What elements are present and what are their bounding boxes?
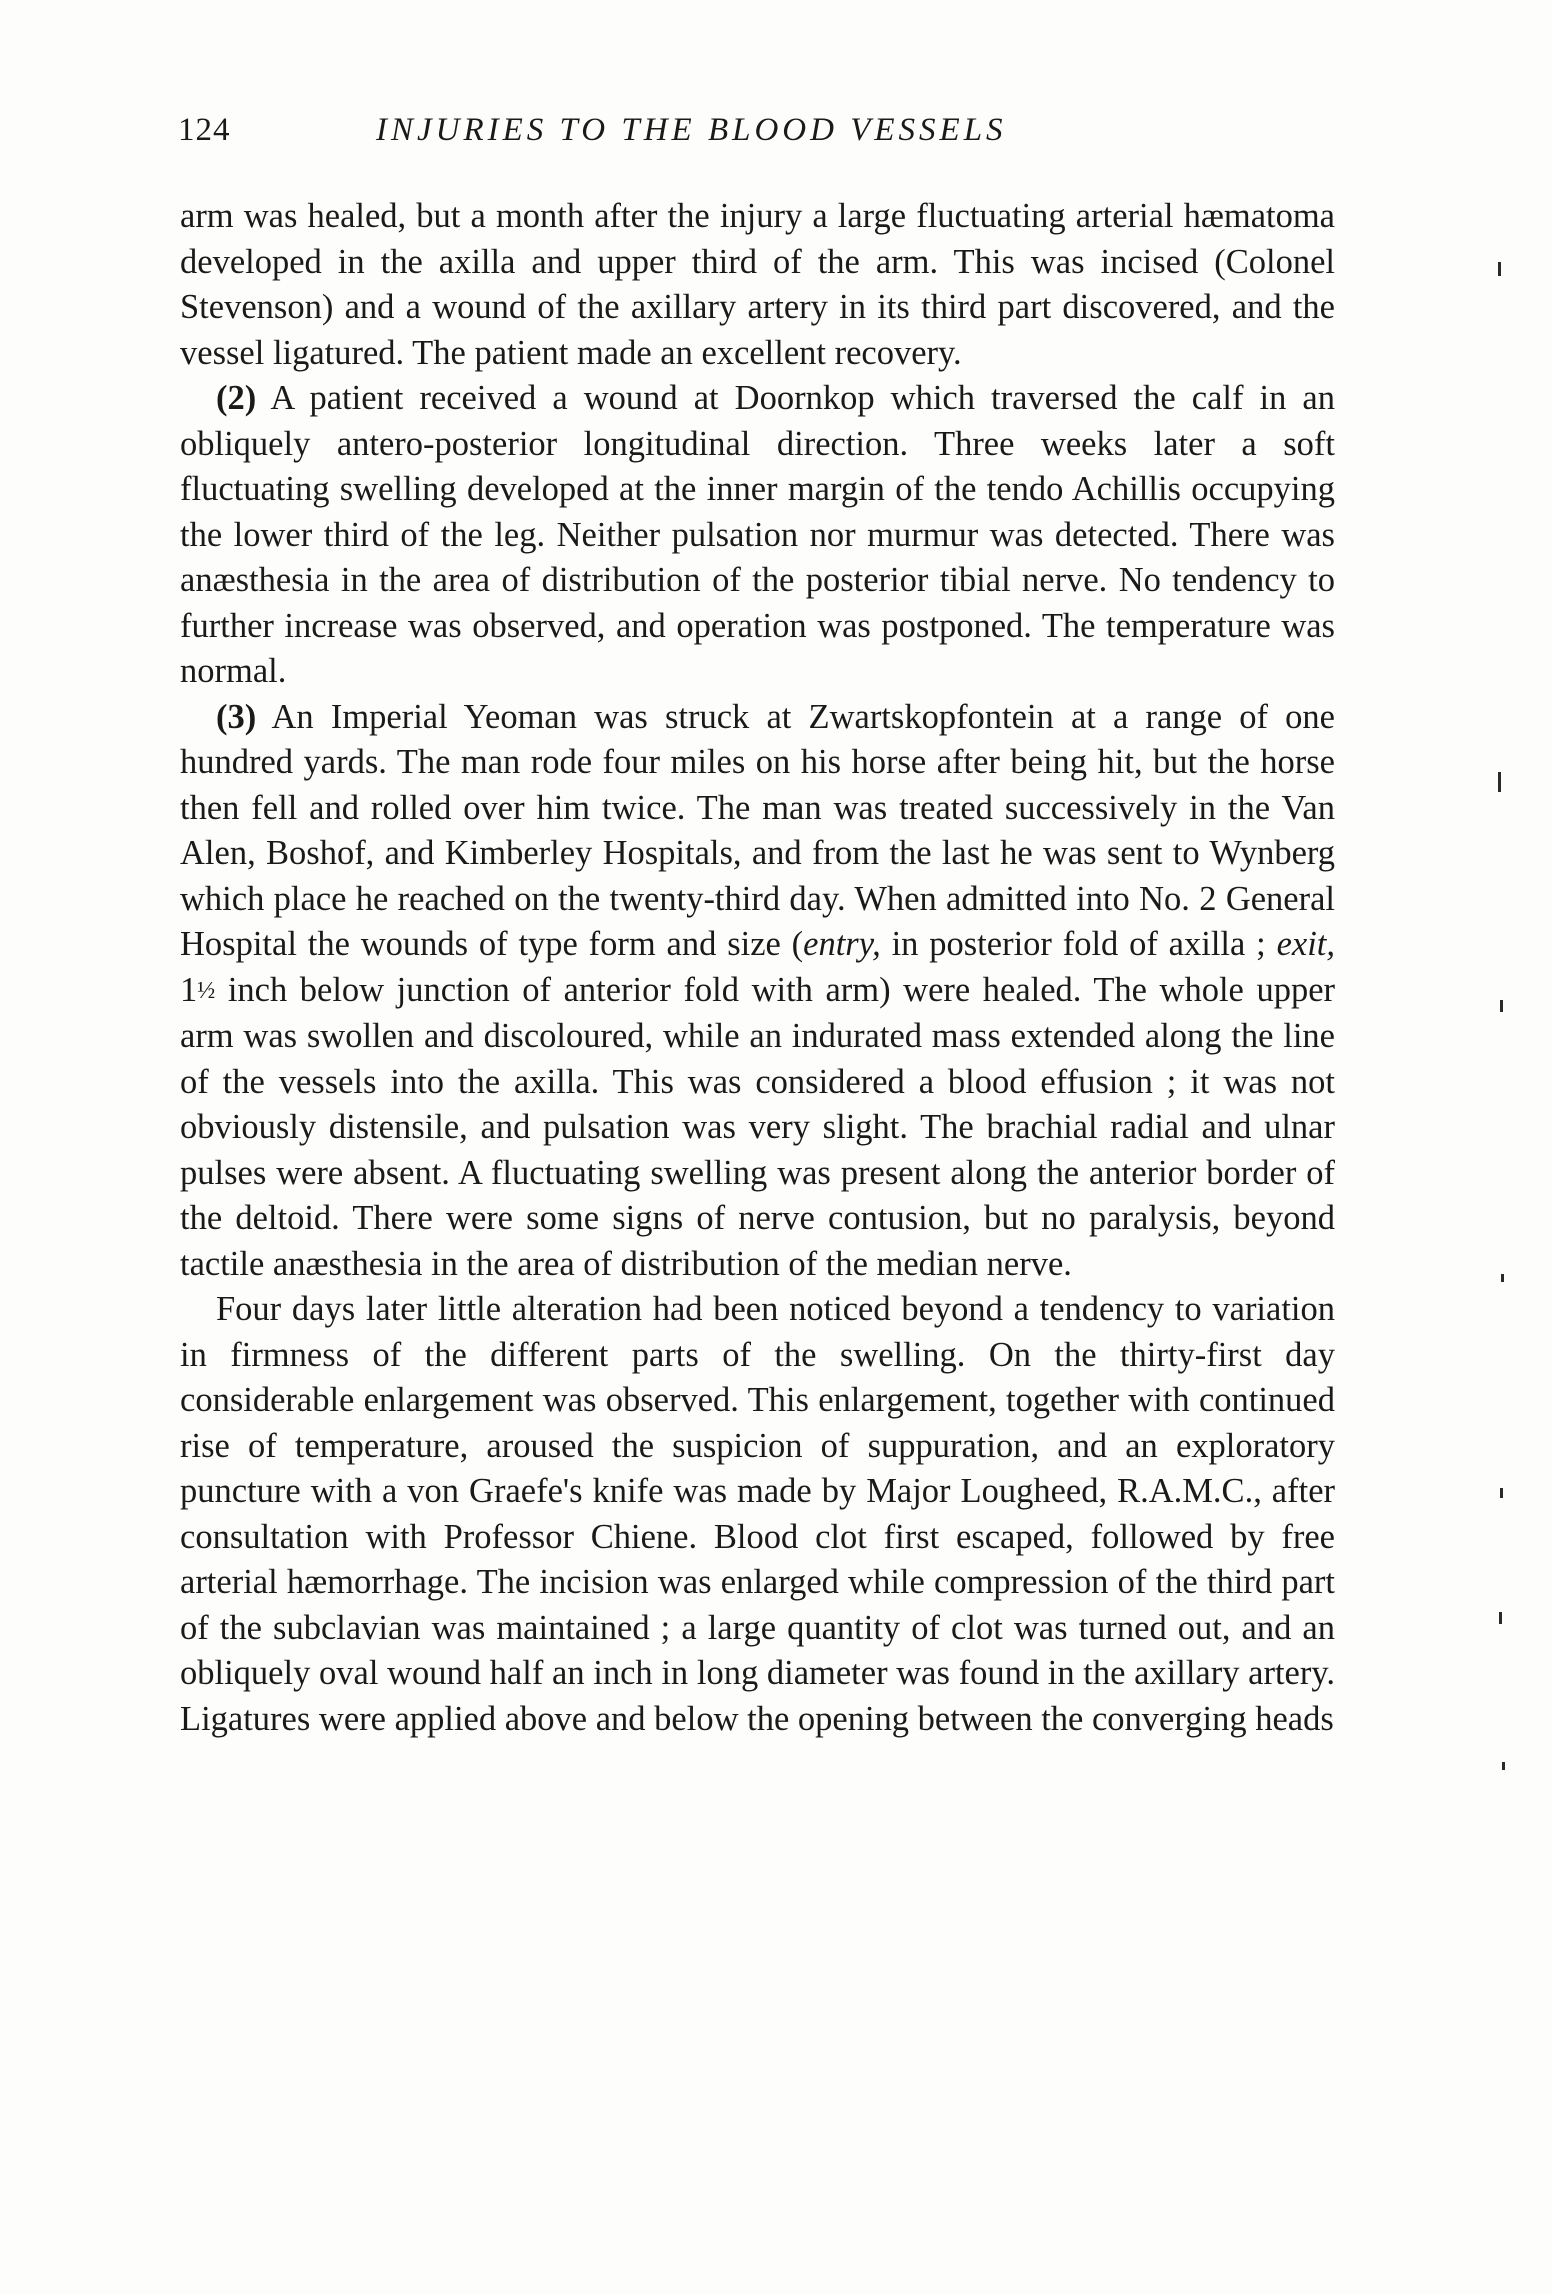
paragraph-2 (180, 376, 1335, 695)
paragraph-3-text-d: inch below junction of anterior fold with arm) were healed. The whole upper arm was swollen and discoloured, while an indurated mass extended along the line of the vessels into the axilla. This was considered a blood effusion ; it was not obviously distensile, and pulsation was very slight. The brachial radial and ulnar pulses were absent. A fluctuating swelling was present along the anterior border of the deltoid. There were some signs of nerve contusion, but no paralysis, beyond tactile anæsthesia in the area of distribution of the median nerve. (180, 970, 1335, 1283)
paragraph-3-text-b: in posterior fold of axilla ; (880, 925, 1277, 963)
fraction-half: ½ (197, 977, 216, 1004)
paragraph-4-text: Four days later little alteration had been noticed beyond a tendency to variation in firmness of the different parts of the swelling. On the thirty-first day considerable enlargement was observed. This enlargement, together with continued rise of temperature, aroused the suspicion of suppuration, and an exploratory puncture with a von Graefe's knife was made by Major Lougheed, R.A.M.C., after consultation with Professor Chiene. Blood clot first escaped, followed by free arterial hæmorrhage. The incision was enlarged while compression of the third part of the subclavian was maintained ; a large quantity of clot was turned out, and an obliquely oval wound half an inch in long diameter was found in the axillary artery. Ligatures were applied above and below the opening between the converging heads (180, 1290, 1335, 1738)
paragraph-3-text-a: An Imperial Yeoman was struck at Zwartskopfontein at a range of one hundred yards. The man rode four miles on his horse after being hit, but the horse then fell and rolled over him twice. The man was treated successively in the Van Alen, Boshof, and Kimberley Hospitals, and from the last he was sent to Wynberg which place he reached on the twenty-third day. When admitted into No. 2 General Hospital the wounds of type form and size ( (180, 697, 1335, 963)
paragraph-2-text: A patient received a wound at Doornkop which traversed the calf in an obliquely antero-posterior longitudinal direction. Three weeks later a soft fluctuating swelling developed at the inner margin of the tendo Achillis occupying the lower third of the leg. Neither pulsation nor murmur was detected. There was anæsthesia in the area of distribution of the posterior tibial nerve. No tendency to further increase was observed, and operation was postponed. The temperature was normal. (180, 379, 1335, 690)
paragraph-1-text: arm was healed, but a month after the injury a large fluctuating arterial hæmatoma developed in the axilla and upper third of the arm. This was incised (Colonel Stevenson) and a wound of the axillary artery in its third part discovered, and the vessel ligatured. The patient made an excellent recovery. (180, 197, 1335, 372)
margin-mark-5 (1500, 1488, 1503, 1498)
paragraph-4 (180, 1287, 1335, 1742)
exit-term: exit, (1276, 925, 1335, 963)
margin-mark-6 (1499, 1612, 1502, 1624)
margin-mark-2 (1498, 772, 1501, 792)
margin-mark-1 (1498, 262, 1501, 276)
margin-mark-3 (1500, 1000, 1503, 1012)
entry-term: entry, (803, 925, 881, 963)
page-number: 124 (178, 112, 231, 148)
paragraph-1 (180, 194, 1335, 376)
case-number-3: (3) (216, 697, 257, 736)
margin-mark-4 (1501, 1274, 1504, 1282)
running-title: INJURIES TO THE BLOOD VESSELS (376, 112, 1007, 148)
paragraph-3 (180, 695, 1335, 1288)
body-text (180, 194, 1335, 1742)
paragraph-3-text-c: 1 (180, 970, 198, 1009)
margin-mark-7 (1502, 1762, 1505, 1770)
case-number-2: (2) (216, 379, 257, 417)
running-header (178, 112, 1338, 162)
